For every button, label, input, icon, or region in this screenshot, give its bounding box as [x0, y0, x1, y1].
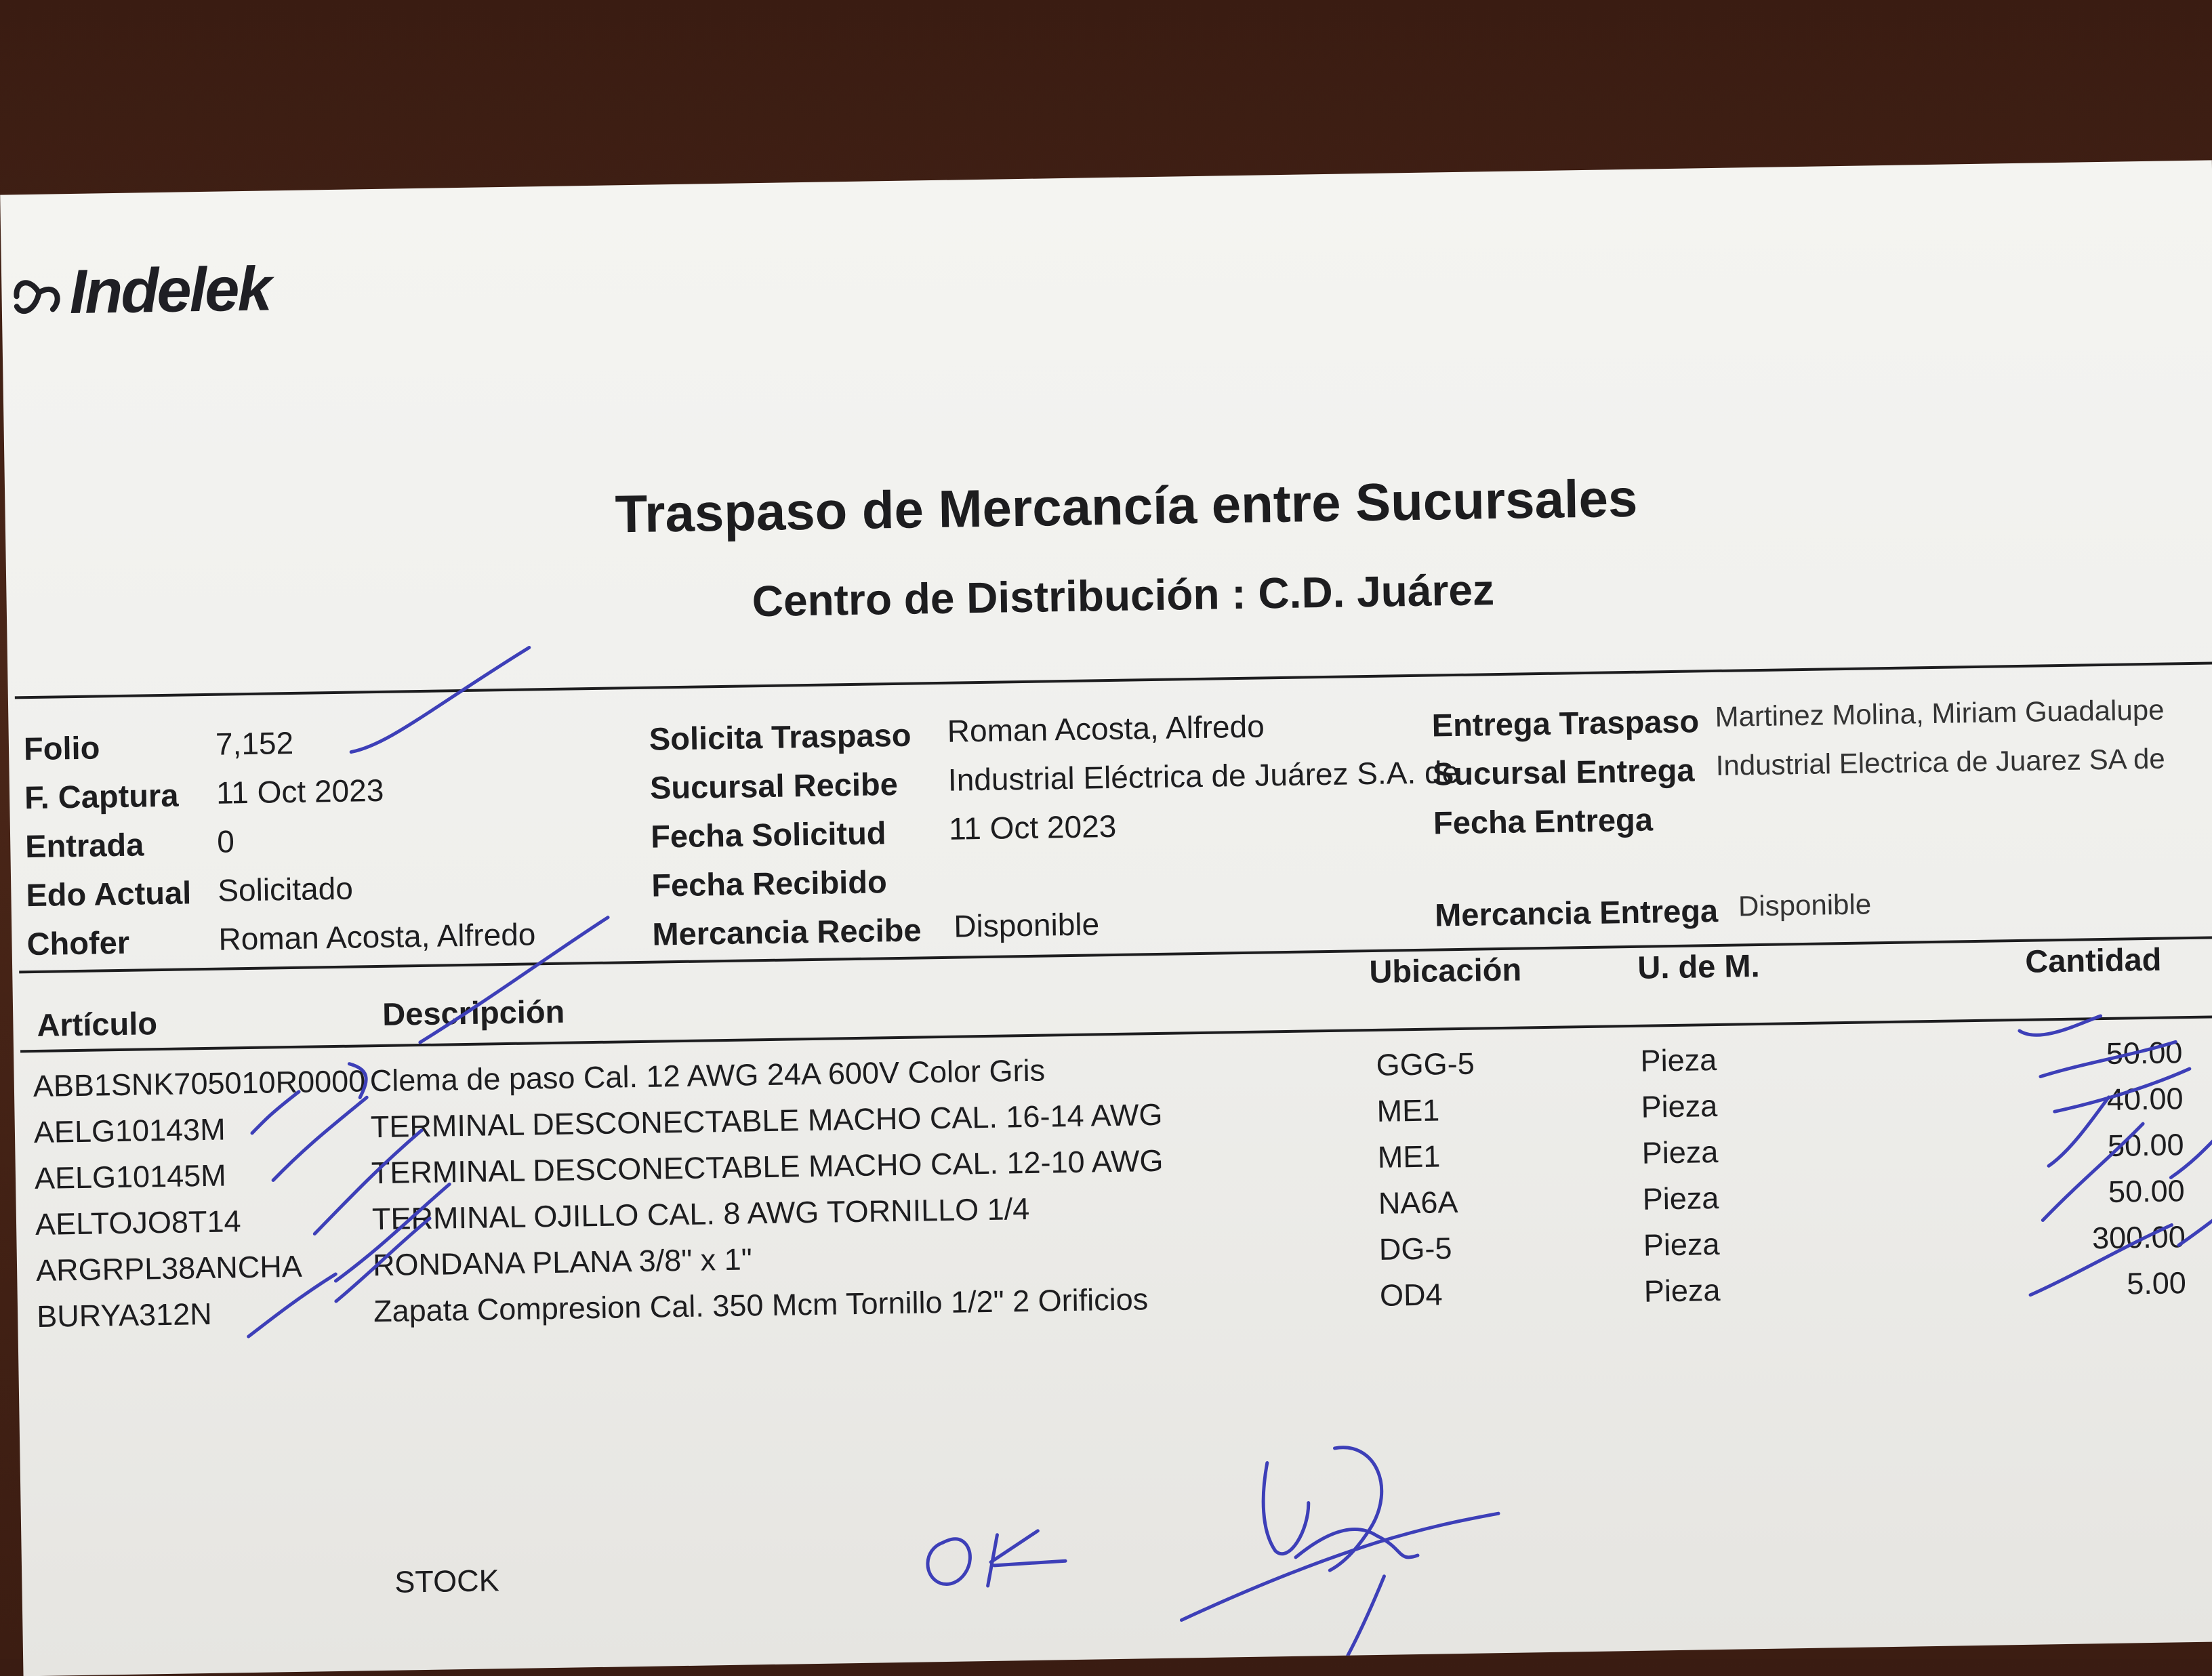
- cell-descripcion: Zapata Compresion Cal. 350 Mcm Tornillo 1/2" 2 Orificios: [373, 1282, 1149, 1329]
- cell-udm: Pieza: [1643, 1226, 1720, 1263]
- mercancia-recibe-value: Disponible: [953, 906, 1100, 944]
- cell-udm: Pieza: [1643, 1272, 1721, 1309]
- cell-articulo: BURYA312N: [36, 1296, 213, 1334]
- cell-cantidad: 50.00: [2108, 1173, 2186, 1209]
- cell-ubicacion: OD4: [1379, 1277, 1443, 1313]
- cell-articulo: ARGRPL38ANCHA: [35, 1248, 303, 1288]
- qty-check-5: [2041, 1124, 2144, 1220]
- document-sheet: [0, 160, 2212, 1676]
- cell-cantidad: 40.00: [2106, 1081, 2184, 1117]
- mercancia-entrega-value: Disponible: [1738, 888, 1872, 922]
- qty-check-8: [2178, 1210, 2212, 1245]
- cell-cantidad: 300.00: [2091, 1219, 2186, 1256]
- document-subtitle: Centro de Distribución : C.D. Juárez: [752, 565, 1495, 626]
- cell-cantidad: 50.00: [2106, 1035, 2183, 1071]
- cell-udm: Pieza: [1642, 1180, 1719, 1217]
- signature-stroke-5: [1316, 1576, 1386, 1676]
- ok-letter-k: [987, 1530, 1065, 1586]
- cell-descripcion: TERMINAL DESCONECTABLE MACHO CAL. 12-10 AWG: [371, 1143, 1164, 1191]
- cell-descripcion: TERMINAL DESCONECTABLE MACHO CAL. 16-14 AWG: [370, 1097, 1163, 1145]
- sucursal-recibe-label: Sucursal Recibe: [649, 765, 899, 806]
- cell-descripcion: TERMINAL OJILLO CAL. 8 AWG TORNILLO 1/4: [371, 1191, 1030, 1237]
- qty-check-3: [2054, 1069, 2190, 1111]
- sucursal-recibe-value: Industrial Eléctrica de Juárez S.A. de: [947, 754, 1460, 798]
- entrega-traspaso-value: Martinez Molina, Miriam Guadalupe: [1715, 693, 2165, 733]
- folio-value: 7,152: [215, 724, 294, 762]
- fecha-solicitud-label: Fecha Solicitud: [650, 815, 886, 855]
- signature-stroke-2: [1328, 1447, 1382, 1570]
- folio-checkmark: [350, 647, 531, 752]
- col-articulo: Artículo: [37, 1005, 158, 1043]
- row-check-3: [272, 1097, 368, 1180]
- signature-stroke-3: [1180, 1513, 1500, 1620]
- chofer-value: Roman Acosta, Alfredo: [218, 916, 536, 957]
- sucursal-entrega-label: Sucursal Entrega: [1432, 752, 1695, 792]
- document-title: Traspaso de Mercancía entre Sucursales: [615, 468, 1638, 544]
- row-check-4: [313, 1130, 423, 1233]
- qty-check-6: [2029, 1225, 2173, 1294]
- row-check-1: [349, 1063, 366, 1097]
- chofer-label: Chofer: [26, 924, 130, 962]
- cell-cantidad: 5.00: [2126, 1265, 2187, 1301]
- cell-udm: Pieza: [1641, 1134, 1719, 1170]
- mercancia-recibe-label: Mercancia Recibe: [652, 912, 922, 952]
- captura-value: 11 Oct 2023: [216, 772, 384, 811]
- sucursal-entrega-value: Industrial Electrica de Juarez SA de: [1715, 742, 2166, 781]
- cell-ubicacion: NA6A: [1378, 1185, 1458, 1221]
- folio-label: Folio: [23, 729, 100, 767]
- cell-udm: Pieza: [1640, 1042, 1717, 1078]
- logo-text: Indelek: [68, 253, 271, 327]
- col-udm: U. de M.: [1637, 947, 1760, 985]
- row-check-7: [335, 1219, 431, 1301]
- ok-letter-o: [927, 1538, 970, 1585]
- cell-descripcion: RONDANA PLANA 3/8" x 1": [372, 1242, 753, 1283]
- cell-articulo: AELTOJO8T14: [35, 1204, 241, 1242]
- entrada-value: 0: [216, 823, 235, 859]
- row-check-2: [251, 1092, 300, 1133]
- row-check-6: [247, 1274, 336, 1336]
- cell-ubicacion: GGG-5: [1376, 1046, 1475, 1082]
- fecha-entrega-label: Fecha Entrega: [1433, 801, 1654, 841]
- col-ubicacion: Ubicación: [1369, 951, 1522, 990]
- cell-ubicacion: ME1: [1377, 1139, 1441, 1174]
- edo-actual-label: Edo Actual: [26, 874, 192, 914]
- handwritten-ink: [0, 160, 2212, 1676]
- cell-cantidad: 50.00: [2107, 1127, 2185, 1163]
- cell-articulo: AELG10145M: [34, 1158, 227, 1196]
- cell-udm: Pieza: [1641, 1088, 1718, 1124]
- signature-stroke-4: [1295, 1528, 1418, 1559]
- fecha-recibido-label: Fecha Recibido: [651, 863, 888, 903]
- row-check-5: [334, 1184, 451, 1281]
- col-descripcion: Descripción: [382, 993, 565, 1032]
- cell-articulo: AELG10143M: [33, 1111, 226, 1150]
- cell-ubicacion: DG-5: [1378, 1231, 1452, 1267]
- solicita-value: Roman Acosta, Alfredo: [947, 708, 1265, 749]
- entrada-label: Entrada: [24, 826, 144, 865]
- edo-actual-value: Solicitado: [217, 870, 354, 908]
- mercancia-entrega-label: Mercancia Entrega: [1434, 892, 1719, 933]
- entrega-traspaso-label: Entrega Traspaso: [1431, 703, 1700, 743]
- qty-check-7: [2170, 1136, 2212, 1177]
- fecha-solicitud-value: 11 Oct 2023: [948, 808, 1117, 846]
- cell-ubicacion: ME1: [1376, 1092, 1440, 1128]
- col-cantidad: Cantidad: [2024, 941, 2162, 979]
- qty-check-1: [2020, 1016, 2101, 1036]
- solicita-label: Solicita Traspaso: [649, 716, 912, 757]
- cell-articulo: ABB1SNK705010R0000: [33, 1063, 366, 1104]
- stock-note: STOCK: [394, 1563, 500, 1599]
- signature-stroke-1: [1263, 1463, 1309, 1555]
- cell-descripcion: Clema de paso Cal. 12 AWG 24A 600V Color Gris: [369, 1052, 1046, 1099]
- captura-label: F. Captura: [24, 777, 179, 816]
- qty-check-2: [2040, 1042, 2176, 1076]
- header-checkmark: [418, 918, 610, 1042]
